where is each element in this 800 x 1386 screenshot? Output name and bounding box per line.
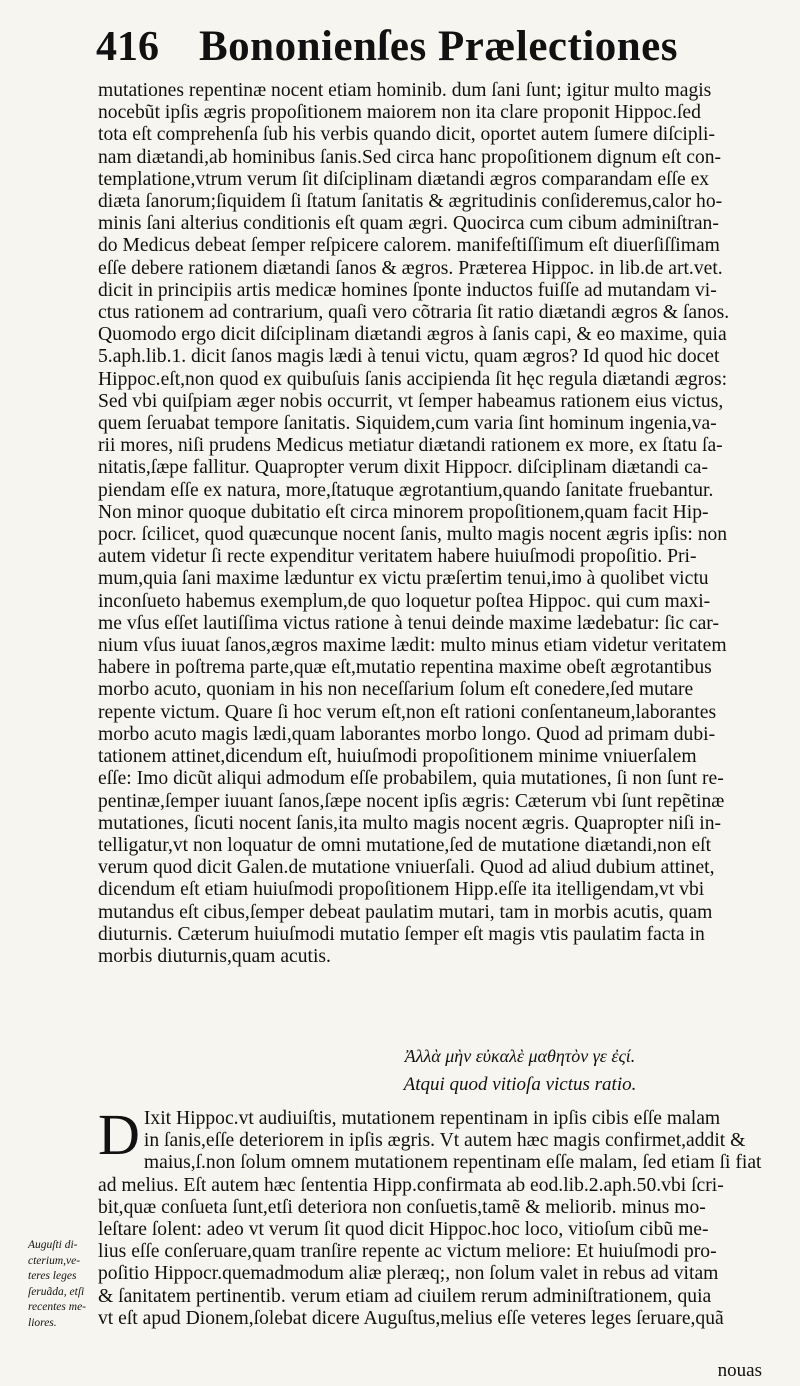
text-line: vt eſt apud Dionem,ſolebat dicere Auguſtus,melius eſſe veteres leges ſeruare,quã [98,1307,724,1329]
text-line: verum quod dicit Galen.de mutatione vniuerſali. Quod ad aliud dubium attinet, [98,857,715,879]
text-line: mutationes repentinæ nocent etiam hominib. dum ſani ſunt; igitur multo magis [98,80,712,101]
margin-note-line: cterium,ve- [28,1254,81,1267]
drop-cap: D [98,1102,140,1167]
text-line: mum,quia ſani maxime læduntur ex victu præſertim tenui,imo à quolibet victu [98,568,709,590]
text-line: mutationes, ſicuti nocent ſanis,ita multo magis nocent ægris. Quapropter niſi in- [98,812,722,834]
text-line: nitatis,ſæpe fallitur. Quapropter verum dixit Hippocr. diſciplinam diætandi ca- [98,457,708,479]
text-line: Sed vbi quiſpiam æger nobis occurrit, vt ſemper habeamus rationem eius victus, [98,390,724,412]
text-line: pocr. ſcilicet, quod quæcunque nocent ſanis, multo magis nocent ægris ipſis: non [98,524,728,546]
page-number: 416 [96,24,159,70]
text-line: Ixit Hippoc.vt audiuiſtis, mutationem repentinam in ipſis cibis eſſe malam [143,1108,721,1129]
text-line: me vſus eſſet lautiſſima victus ratione à tenui deinde maxime lædebatur: ſic car- [98,612,719,634]
text-line: dicendum eſt etiam huiuſmodi propoſitionem Hipp.eſſe ita itelligendam,vt vbi [98,879,705,901]
text-line: mutandus eſt cibus,ſemper debeat paulatim mutari, tam in morbis acutis, quam [98,901,713,923]
text-line: morbo acuto, quoniam in his non neceſſarium ſolum eſt conedere,ſed mutare [98,679,694,701]
margin-note [28,1238,98,1332]
text-line: diæta ſanorum;ſiquidem ſi ſtatum ſanitatis & ægritudinis conſideremus,calor ho- [98,191,723,213]
text-line: 5.aph.lib.1. dicit ſanos magis lædi à tenui victu, quam ægros? Id quod hic docet [98,346,720,368]
text-line: do Medicus debeat ſemper reſpicere calorem. manifeſtiſſimum eſt diuerſiſſimam [98,235,720,257]
margin-note-line: recentes me- [28,1301,86,1314]
text-line: in ſanis,eſſe deteriorem in ipſis ægris. Vt autem hæc magis confirmet,addit & [143,1130,746,1152]
text-line: morbis diuturnis,quam acutis. [98,945,331,967]
text-line: poſitio Hippocr.quemadmodum aliæ pleræq;, non ſolum valet in rebus ad vitam [98,1263,719,1285]
text-line: morbo acuto magis lædi,quam laborantes morbo longo. Quod ad primam dubi- [98,723,716,745]
text-line: & ſanitatem pertinentib. verum etiam ad ciuilem rerum adminiſtrationem, quia [98,1285,712,1307]
text-line: templatione,vtrum verum ſit diſciplinam diætandi ægros comparandam eſſe ex [98,168,710,190]
text-line: Non minor quoque dubitatio eſt circa minorem propoſitionem,quam facit Hip- [98,501,709,523]
text-line: nium vſus iuuat ſanos,ægros maxime lædit: multo minus etiam videtur veritatem [98,635,727,657]
text-line: eſſe debere rationem diætandi ſanos & ægros. Præterea Hippoc. in lib.de art.vet. [98,257,723,279]
margin-note-line: teres leges [28,1270,77,1283]
text-line: bit,quæ conſueta ſunt,etſi deteriora non conſuetis,tamẽ & meliorib. minus mo- [98,1196,706,1218]
catchword: nouas [717,1360,762,1381]
text-line: Hippoc.eſt,non quod ex quibuſuis ſanis accipienda ſit hęc regula diætandi ægros: [98,368,728,390]
text-line: quem ſeruabat tempore ſanitatis. Siquidem,cum varia ſint hominum ingenia,va- [98,413,717,435]
text-line: autem videtur ſi recte expenditur veritatem habere huiuſmodi propoſitio. Pri- [98,546,697,568]
text-line: inconſueto habemus exemplum,de quo loquetur poſtea Hippoc. qui cum maxi- [98,590,711,612]
text-line: lius eſſe conſeruare,quam tranſire repente ac victum meliore: Et huiuſmodi pro- [98,1241,717,1263]
text-line: pentinæ,ſemper iuuant ſanos,ſæpe nocent ipſis ægris: Cæterum vbi ſunt repẽtinæ [98,790,725,812]
text-line: diuturnis. Cæterum huiuſmodi mutatio ſemper eſt magis vtis paulatim facta in [98,923,705,945]
text-line: dicit in principiis artis medicæ homines ſponte inductos fuiſſe ad mutandam vi- [98,279,717,301]
text-line: tota eſt comprehenſa ſub his verbis quando dicit, oportet autem ſumere diſcipli- [98,124,716,146]
text-line: tationem attinet,dicendum eſt, huiuſmodi propoſitionem minime vniuerſalem [98,746,697,768]
text-line: eſſe: Imo dicũt aliqui admodum eſſe probabilem, quia mutationes, ſi non ſunt re- [98,768,724,790]
text-line: maius,ſ.non ſolum omnem mutationem repentinam eſſe malam, ſed etiam ſi fiat [143,1152,762,1174]
margin-note-line: Auguſti di- [28,1239,78,1251]
upper-text-block [98,80,774,968]
margin-note-line: ſeruãda, etſi [28,1285,85,1298]
text-line: piendam eſſe ex natura, more,ſtatuque ægrotantium,quando ſanitate fruebantur. [98,479,714,501]
text-line: Quomodo ergo dicit diſciplinam diætandi ægros à ſanis capi, & eo maxime, quia [98,324,727,346]
text-line: repente victum. Quare ſi hoc verum eſt,non eſt rationi conſentaneum,laborantes [98,701,717,723]
text-line: nam diætandi,ab hominibus ſanis.Sed circa hanc propoſitionem dignum eſt con- [98,146,722,168]
page-header [96,22,760,82]
text-line: leſtare ſolent: adeo vt verum ſit quod dicit Hippoc.hoc loco, vitioſum cibũ me- [98,1219,709,1241]
text-line: rii mores, niſi prudens Medicus metiatur diætandi rationem ex more, ex ſtatu ſa- [98,435,723,457]
text-line: ad melius. Eſt autem hæc ſententia Hipp.confirmata ab eod.lib.2.aph.50.vbi ſcri- [98,1174,724,1196]
text-line: nocebũt ipſis ægris propoſitionem maiorem non ita clare proponit Hippoc.ſed [98,102,701,124]
text-line: minis ſani alterius conditionis eſt quam ægri. Quocirca cum cibum adminiſtran- [98,213,719,235]
text-line: ctus rationem ad contrarium, quaſi vero cõtraria ſit ratio diætandi ægros & ſanos. [98,302,730,324]
greek-quotation: Ἀλλὰ μὴν εὐκαλὲ μαθητὸν γε ἐςί. [404,1046,636,1066]
text-line: habere in poſtrema parte,quæ eſt,mutatio repentina maxime obeſt ægrotantibus [98,657,712,679]
lower-text-block [98,1102,774,1330]
running-head: Bononienſes Prælectiones [199,23,678,70]
margin-note-line: liores. [28,1316,57,1329]
text-line: telligatur,vt non loquatur de omni mutatione,ſed de mutatione diætandi,non eſt [98,834,712,856]
latin-quotation: Atqui quod vitioſa victus ratio. [403,1074,637,1095]
